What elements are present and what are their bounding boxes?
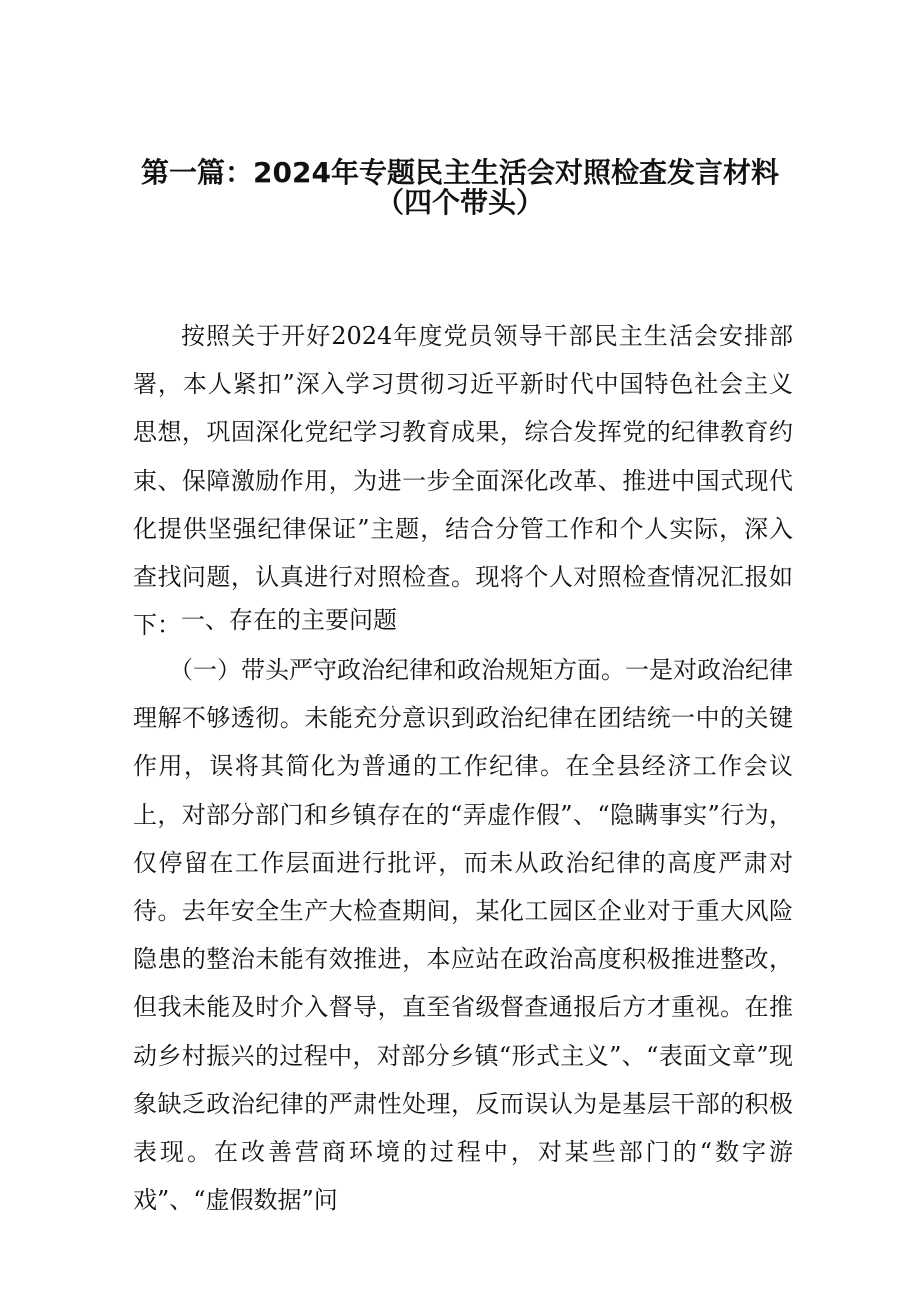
section-heading: 一、存在的主要问题 [181,606,397,634]
intro-paragraph: 按照关于开好2024年度党员领导干部民主生活会安排部署，本人紧扣”深入学习贯彻习近平新时代中国特色社会主义思想，巩固深化党纪学习教育成果，综合发挥党的纪律教育约束、保障激励作用，为进一步全面深化改革、推进中国式现代化提供坚强纪律保证”主题，结合分管工作和个人实际，深入查找问题，认真进行对照检查。现将个人对照检查情况汇报如下： [133,322,793,640]
section-paragraph: （一）带头严守政治纪律和政治规矩方面。一是对政治纪律理解不够透彻。未能充分意识到政治纪律在团结统一中的关键作用，误将其简化为普通的工作纪律。在全县经济工作会议上，对部分部门和乡镇存在的“弄虚作假”、“隐瞒事实”行为，仅停留在工作层面进行批评，而未从政治纪律的高度严肃对待。去年安全生产大检查期间，某化工园区企业对于重大风险隐患的整治未能有效推进，本应站在政治高度积极推进整改，但我未能及时介入督导，直至省级督查通报后方才重视。在推动乡村振兴的过程中，对部分乡镇“形式主义”、“表面文章”现象缺乏政治纪律的严肃性处理，反而误认为是基层干部的积极表现。在改善营商环境的过程中，对某些部门的“数字游戏”、“虚假数据”问 [133,656,793,1215]
document-title-line-1: 第一篇：2024年专题民主生活会对照检查发言材料 [141,156,779,189]
document-title-line-2: （四个带头） [375,186,544,219]
